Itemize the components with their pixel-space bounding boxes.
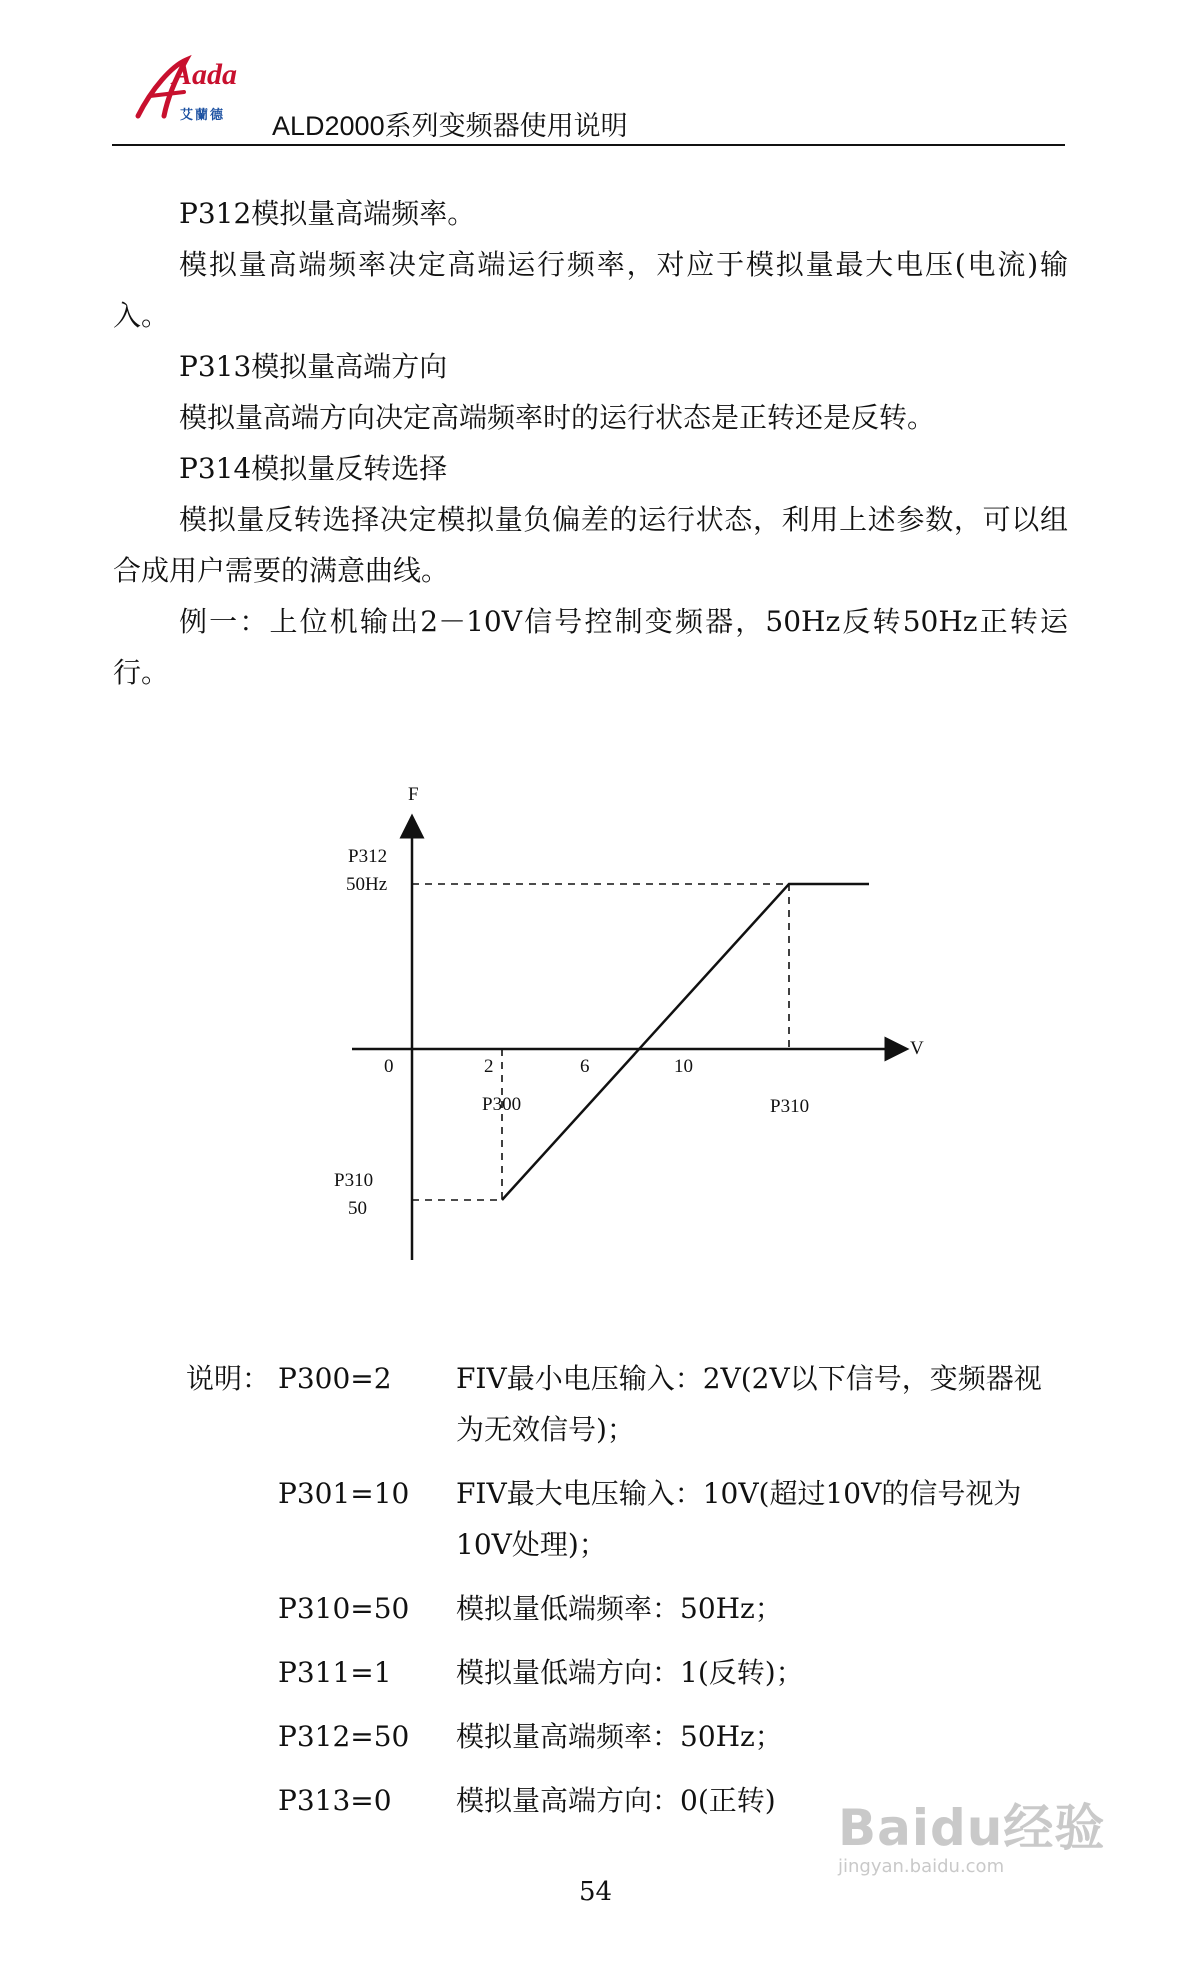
note-param: P310=50 [278, 1592, 410, 1625]
paragraph: 模拟量反转选择决定模拟量负偏差的运行状态，利用上述参数，可以组合成用户需要的满意曲线。 [113, 503, 1068, 587]
note-row [186, 1647, 1066, 1698]
watermark-main: Baidu经验 [838, 1799, 1106, 1857]
note-param: P312=50 [278, 1720, 410, 1753]
page-number: 54 [578, 1877, 613, 1907]
bottom-param-label: P310 [334, 1170, 374, 1191]
paragraph: P312模拟量高端频率。 [179, 197, 476, 230]
note-description: 模拟量高端方向：0(正转) [456, 1784, 776, 1817]
paragraph: P314模拟量反转选择 [179, 452, 448, 485]
p310-label: P310 [770, 1096, 810, 1117]
note-row [186, 1711, 1066, 1762]
note-row [186, 1353, 1066, 1455]
note-description: FIV最大电压输入：10V(超过10V的信号视为10V处理)； [456, 1477, 1022, 1561]
paragraph: 模拟量高端频率决定高端运行频率，对应于模拟量最大电压(电流)输入。 [113, 248, 1068, 332]
watermark-url: jingyan.baidu.com [838, 1856, 1005, 1877]
tick-label-6: 6 [580, 1056, 590, 1077]
header-divider [112, 144, 1065, 146]
frequency-curve [502, 884, 869, 1200]
note-description: 模拟量低端频率：50Hz； [456, 1592, 783, 1625]
note-param: P300=2 [278, 1362, 392, 1395]
baidu-watermark [838, 1788, 1105, 1877]
paragraph: 例一：上位机输出2－10V信号控制变频器，50Hz反转50Hz正转运行。 [113, 605, 1068, 689]
tick-label-0: 0 [384, 1056, 394, 1077]
note-description: FIV最小电压输入：2V(2V以下信号，变频器视为无效信号)； [456, 1362, 1042, 1446]
note-param: P311=1 [278, 1656, 392, 1689]
document-title: ALD2000系列变频器使用说明 [272, 111, 628, 141]
company-logo [128, 52, 240, 132]
note-description: 模拟量高端频率：50Hz； [456, 1720, 783, 1753]
note-row [186, 1468, 1066, 1570]
notes-section [186, 1353, 1066, 1839]
note-description: 模拟量低端方向：1(反转)； [456, 1656, 804, 1689]
paragraph: 模拟量高端方向决定高端频率时的运行状态是正转还是反转。 [179, 401, 936, 434]
notes-prefix: 说明： [186, 1362, 271, 1395]
note-param: P313=0 [278, 1784, 392, 1817]
paragraph: P313模拟量高端方向 [179, 350, 448, 383]
logo-subtext: 艾蘭德 [180, 108, 226, 123]
bottom-value-label: 50 [348, 1198, 367, 1219]
note-row [186, 1583, 1066, 1634]
top-param-label: P312 [348, 846, 388, 867]
tick-label-2: 2 [484, 1056, 494, 1077]
body-text [113, 188, 1068, 698]
logo-text: Aada [172, 58, 238, 91]
y-axis-label: F [408, 784, 419, 805]
page-header [112, 52, 1065, 146]
x-axis-label: V [910, 1038, 924, 1059]
p300-label: P300 [482, 1094, 522, 1115]
top-value-label: 50Hz [346, 874, 388, 895]
tick-label-10: 10 [674, 1056, 693, 1077]
note-param: P301=10 [278, 1477, 410, 1510]
frequency-voltage-diagram [320, 775, 960, 1295]
